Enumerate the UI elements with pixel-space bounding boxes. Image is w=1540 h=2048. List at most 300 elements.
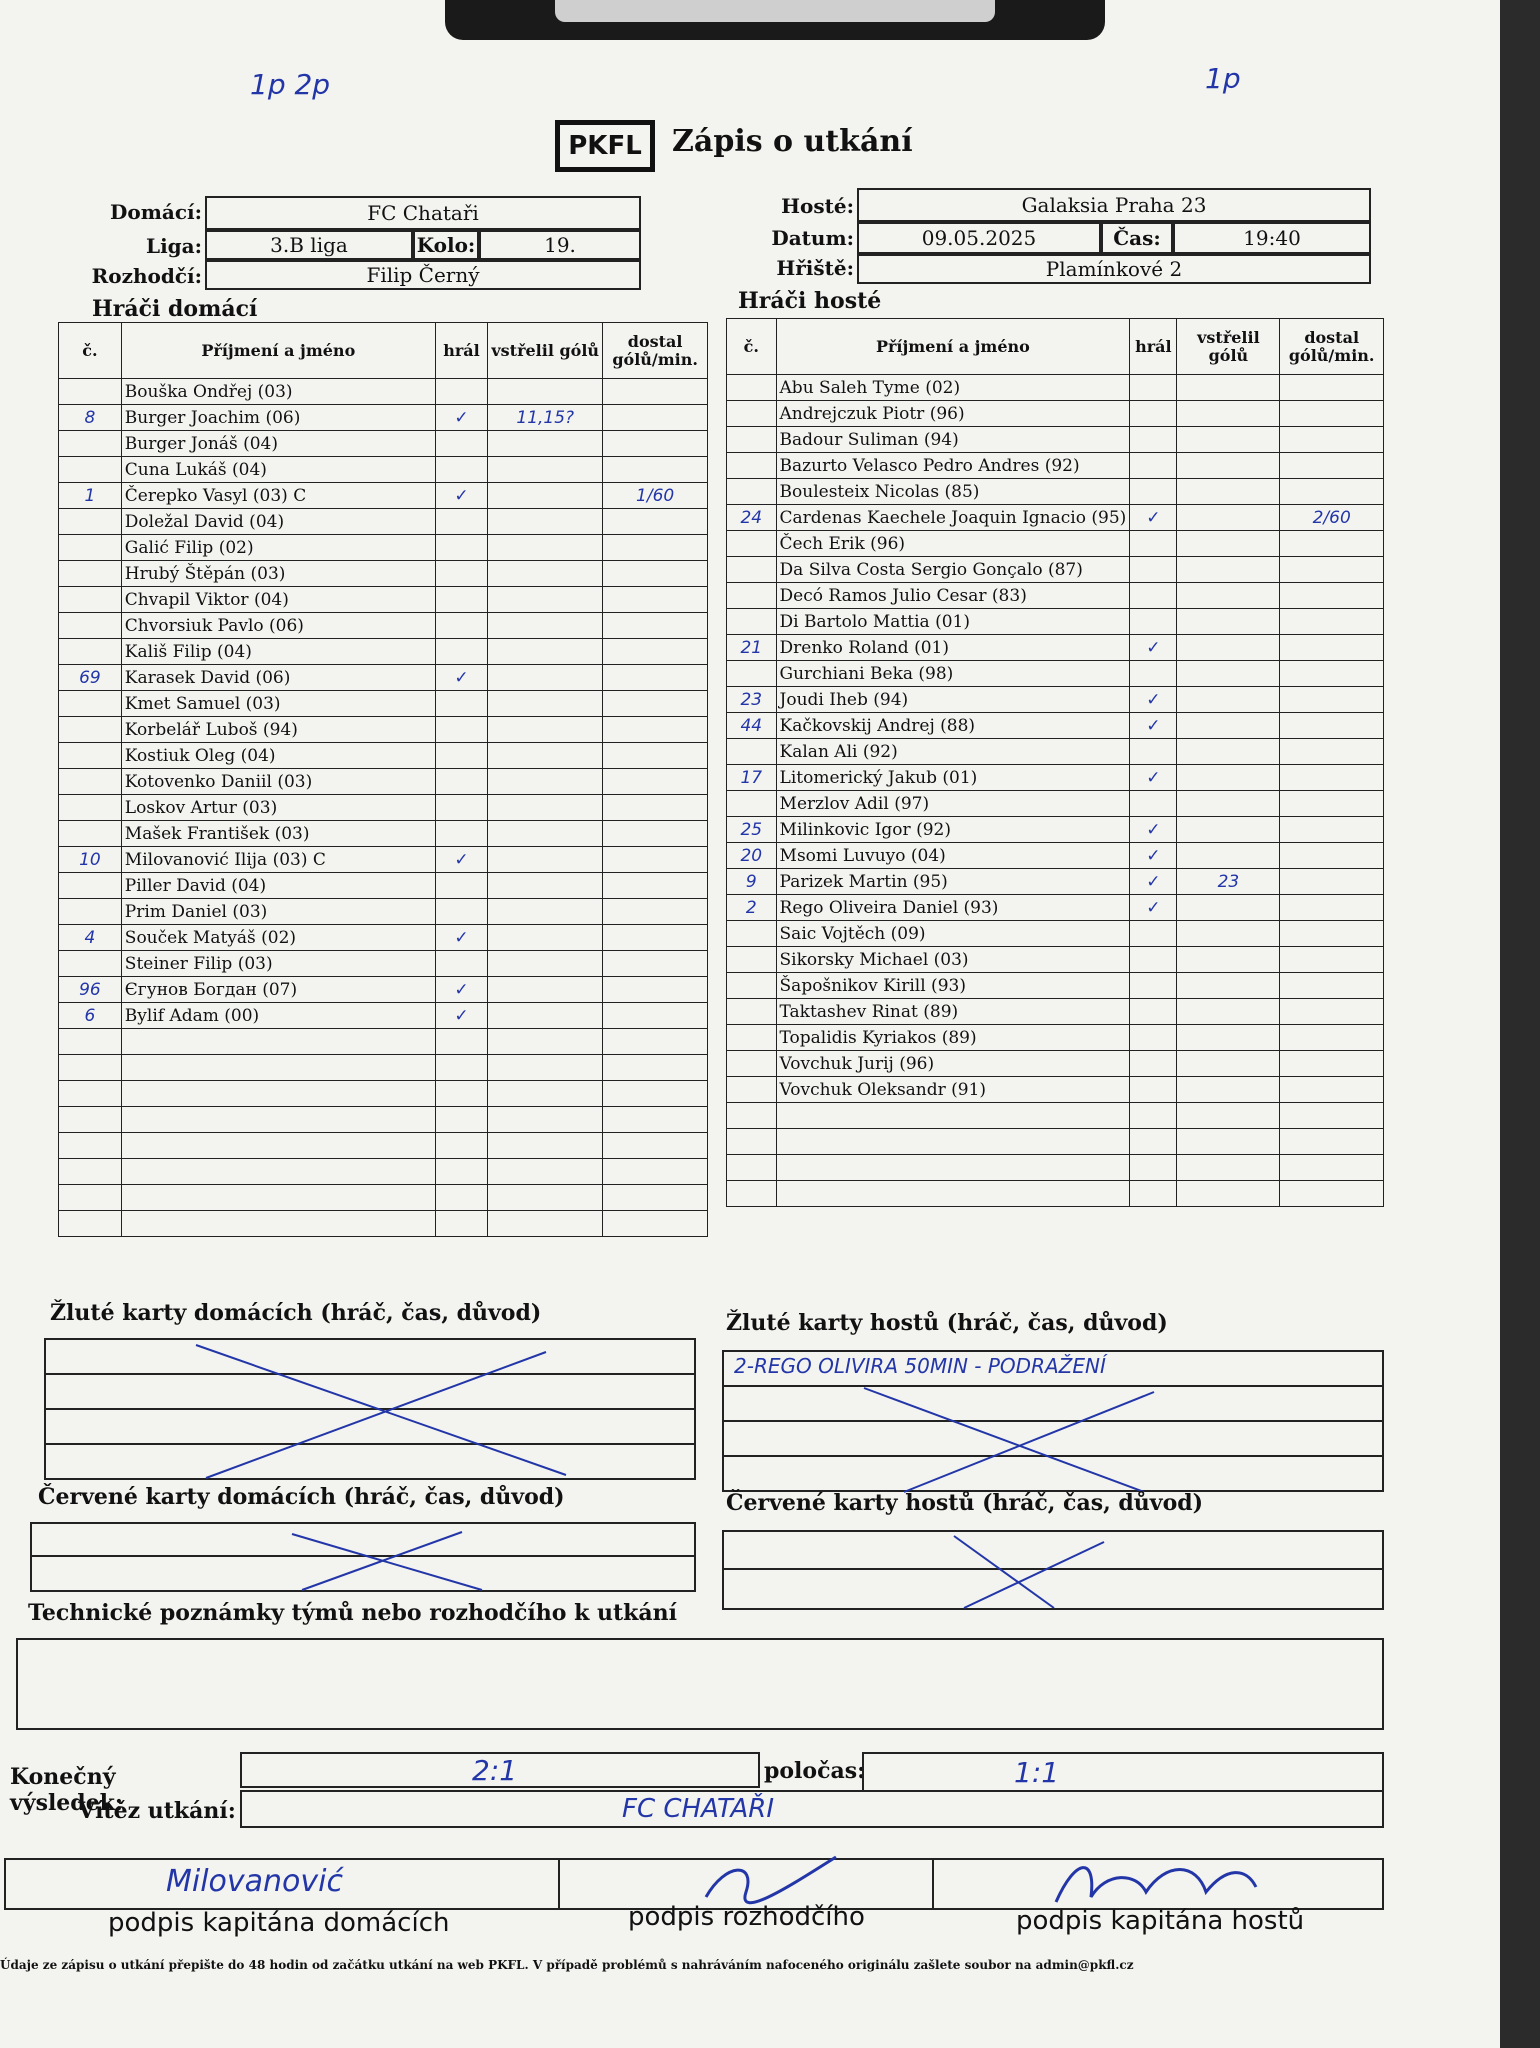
player-name: Burger Jonáš (04)	[121, 431, 435, 457]
col-played-header: hrál	[435, 323, 487, 379]
player-name: Kmet Samuel (03)	[121, 691, 435, 717]
played-mark: ✓	[1130, 505, 1177, 531]
player-number	[59, 795, 122, 821]
player-name: Andrejczuk Piotr (96)	[776, 401, 1130, 427]
player-number	[727, 583, 777, 609]
pitch-field: Plamínkové 2	[857, 254, 1371, 284]
away-captain-caption: podpis kapitána hostů	[1016, 1906, 1305, 1936]
player-row	[727, 531, 1384, 557]
col-scored-header: vstřelil gólů	[1177, 319, 1280, 375]
player-row	[59, 691, 708, 717]
played-mark	[1130, 609, 1177, 635]
player-number: 25	[727, 817, 777, 843]
player-number	[727, 453, 777, 479]
goals-conceded	[1280, 453, 1384, 479]
player-row	[59, 795, 708, 821]
goals-conceded	[603, 561, 708, 587]
player-name: Milinkovic Igor (92)	[776, 817, 1130, 843]
goals-conceded	[1280, 531, 1384, 557]
goals-conceded	[1280, 1155, 1384, 1181]
played-mark	[435, 821, 487, 847]
league-field: 3.B liga	[205, 230, 413, 260]
player-name: Mašek František (03)	[121, 821, 435, 847]
played-mark	[435, 769, 487, 795]
player-name: Kališ Filip (04)	[121, 639, 435, 665]
goals-conceded	[1280, 479, 1384, 505]
goals-scored	[488, 925, 603, 951]
player-row	[727, 921, 1384, 947]
player-name: Galić Filip (02)	[121, 535, 435, 561]
goals-conceded	[603, 1107, 708, 1133]
round-field: 19.	[479, 230, 641, 260]
played-mark	[1130, 661, 1177, 687]
player-name	[776, 1181, 1130, 1207]
played-mark: ✓	[1130, 869, 1177, 895]
player-number	[59, 431, 122, 457]
player-number	[59, 1055, 122, 1081]
goals-conceded	[1280, 583, 1384, 609]
played-mark	[1130, 999, 1177, 1025]
played-mark	[435, 691, 487, 717]
player-name: Kostiuk Oleg (04)	[121, 743, 435, 769]
goals-conceded	[603, 1081, 708, 1107]
halftime-field	[862, 1752, 1384, 1792]
final-result-value: 2:1	[472, 1754, 518, 1787]
goals-scored	[1177, 1051, 1280, 1077]
goals-conceded	[1280, 843, 1384, 869]
player-number: 44	[727, 713, 777, 739]
goals-scored	[1177, 713, 1280, 739]
goals-conceded	[603, 847, 708, 873]
goals-scored	[488, 561, 603, 587]
goals-scored	[488, 1159, 603, 1185]
goals-scored	[488, 431, 603, 457]
goals-scored	[488, 639, 603, 665]
goals-scored	[1177, 401, 1280, 427]
player-row	[727, 1155, 1384, 1181]
player-row	[59, 951, 708, 977]
player-name: Drenko Roland (01)	[776, 635, 1130, 661]
col-no-header: č.	[727, 319, 777, 375]
player-number	[727, 1051, 777, 1077]
player-row	[727, 453, 1384, 479]
player-number	[727, 1155, 777, 1181]
home-yellow-box	[44, 1338, 696, 1480]
player-row	[727, 375, 1384, 401]
player-number: 6	[59, 1003, 122, 1029]
goals-conceded	[1280, 895, 1384, 921]
goals-scored	[488, 1211, 603, 1237]
goals-conceded	[1280, 557, 1384, 583]
player-number	[727, 479, 777, 505]
home-captain-signature: Milovanović	[166, 1864, 343, 1899]
goals-scored	[488, 457, 603, 483]
player-name	[121, 1133, 435, 1159]
player-name	[121, 1185, 435, 1211]
player-number	[59, 769, 122, 795]
player-number: 10	[59, 847, 122, 873]
played-mark	[435, 743, 487, 769]
player-number	[59, 743, 122, 769]
goals-scored	[488, 1029, 603, 1055]
player-row	[727, 999, 1384, 1025]
halftime-label: poločas:	[764, 1758, 866, 1784]
goals-scored	[488, 977, 603, 1003]
goals-conceded	[1280, 661, 1384, 687]
notes-title: Technické poznámky týmů nebo rozhodčího k utkání	[28, 1600, 678, 1626]
away-yellow-entry: 2-REGO OLIVIRA 50MIN - PODRAŽENÍ	[734, 1354, 1106, 1378]
played-mark	[435, 509, 487, 535]
goals-conceded	[1280, 635, 1384, 661]
player-row	[59, 431, 708, 457]
played-mark	[1130, 1129, 1177, 1155]
goals-conceded	[603, 691, 708, 717]
player-number	[727, 531, 777, 557]
goals-conceded	[1280, 1129, 1384, 1155]
goals-conceded	[603, 1159, 708, 1185]
footer-note: Údaje ze zápisu o utkání přepište do 48 hodin od začátku utkání na web PKFL. V případě problémů s nahráváním nafoceného originálu zašlete soubor na admin@pkfl.cz	[0, 1958, 1134, 1972]
away-players-table	[726, 318, 1384, 1207]
player-name: Litomerický Jakub (01)	[776, 765, 1130, 791]
player-name: Vovchuk Jurij (96)	[776, 1051, 1130, 1077]
player-name: Piller David (04)	[121, 873, 435, 899]
goals-conceded	[603, 769, 708, 795]
player-name: Cardenas Kaechele Joaquin Ignacio (95)	[776, 505, 1130, 531]
player-name: Saic Vojtěch (09)	[776, 921, 1130, 947]
player-number	[59, 1081, 122, 1107]
player-name: Abu Saleh Tyme (02)	[776, 375, 1130, 401]
goals-conceded	[1280, 401, 1384, 427]
referee-field: Filip Černý	[205, 260, 641, 290]
player-row	[727, 739, 1384, 765]
goals-conceded: 2/60	[1280, 505, 1384, 531]
goals-scored	[1177, 1103, 1280, 1129]
player-row	[727, 609, 1384, 635]
player-name: Prim Daniel (03)	[121, 899, 435, 925]
player-name: Kotovenko Daniil (03)	[121, 769, 435, 795]
goals-scored	[488, 899, 603, 925]
goals-scored	[1177, 973, 1280, 999]
player-row	[59, 1107, 708, 1133]
player-name: Čech Erik (96)	[776, 531, 1130, 557]
player-name: Milovanović Ilija (03) C	[121, 847, 435, 873]
played-mark	[435, 1081, 487, 1107]
player-row	[727, 869, 1384, 895]
player-row	[59, 1081, 708, 1107]
player-name: Doležal David (04)	[121, 509, 435, 535]
played-mark	[1130, 1103, 1177, 1129]
played-mark	[1130, 791, 1177, 817]
away-yellow-title: Žluté karty hostů (hráč, čas, důvod)	[726, 1310, 1168, 1336]
winner-value: FC CHATAŘI	[622, 1794, 774, 1824]
player-row	[59, 1133, 708, 1159]
goals-conceded	[603, 925, 708, 951]
goals-conceded	[1280, 1051, 1384, 1077]
player-row	[59, 639, 708, 665]
home-team-field: FC Chataři	[205, 196, 641, 230]
player-number	[59, 379, 122, 405]
goals-scored	[1177, 1181, 1280, 1207]
player-row	[727, 505, 1384, 531]
player-number	[727, 1129, 777, 1155]
played-mark: ✓	[435, 1003, 487, 1029]
player-number: 4	[59, 925, 122, 951]
goals-conceded	[603, 379, 708, 405]
player-number	[59, 1159, 122, 1185]
player-row	[727, 661, 1384, 687]
goals-scored	[1177, 1025, 1280, 1051]
played-mark	[435, 613, 487, 639]
played-mark: ✓	[1130, 765, 1177, 791]
player-name	[121, 1055, 435, 1081]
played-mark	[1130, 427, 1177, 453]
time-label: Čas:	[1101, 222, 1173, 254]
player-name: Msomi Luvuyo (04)	[776, 843, 1130, 869]
player-row	[59, 1211, 708, 1237]
player-name: Topalidis Kyriakos (89)	[776, 1025, 1130, 1051]
played-mark	[1130, 401, 1177, 427]
player-row	[59, 899, 708, 925]
played-mark	[435, 1211, 487, 1237]
goals-scored	[1177, 947, 1280, 973]
goals-scored	[1177, 1077, 1280, 1103]
player-row	[59, 1029, 708, 1055]
player-name: Souček Matyáš (02)	[121, 925, 435, 951]
away-red-title: Červené karty hostů (hráč, čas, důvod)	[726, 1490, 1204, 1516]
pkfl-logo: PKFL	[555, 120, 655, 172]
player-name: Rego Oliveira Daniel (93)	[776, 895, 1130, 921]
played-mark	[435, 1159, 487, 1185]
player-number: 20	[727, 843, 777, 869]
played-mark	[435, 587, 487, 613]
goals-scored	[1177, 609, 1280, 635]
goals-conceded	[1280, 999, 1384, 1025]
goals-scored	[1177, 635, 1280, 661]
goals-scored	[488, 483, 603, 509]
player-number	[59, 639, 122, 665]
goals-conceded	[603, 977, 708, 1003]
goals-conceded	[603, 1055, 708, 1081]
played-mark	[435, 951, 487, 977]
goals-conceded	[603, 1133, 708, 1159]
player-row	[59, 509, 708, 535]
player-name: Kalan Ali (92)	[776, 739, 1130, 765]
played-mark	[435, 561, 487, 587]
player-number	[727, 1025, 777, 1051]
player-name: Decó Ramos Julio Cesar (83)	[776, 583, 1130, 609]
player-row	[59, 535, 708, 561]
goals-scored	[488, 717, 603, 743]
player-number: 69	[59, 665, 122, 691]
player-row	[727, 1129, 1384, 1155]
goals-scored	[488, 1185, 603, 1211]
player-row	[59, 743, 708, 769]
goals-scored	[1177, 583, 1280, 609]
player-number	[59, 1029, 122, 1055]
player-row	[727, 895, 1384, 921]
player-row	[59, 1185, 708, 1211]
player-number: 9	[727, 869, 777, 895]
home-red-title: Červené karty domácích (hráč, čas, důvod)	[38, 1484, 565, 1510]
player-name: Kačkovskij Andrej (88)	[776, 713, 1130, 739]
played-mark: ✓	[1130, 843, 1177, 869]
player-number	[727, 557, 777, 583]
player-name	[776, 1129, 1130, 1155]
goals-conceded	[603, 1029, 708, 1055]
home-table-header	[59, 323, 708, 379]
col-name-header: Příjmení a jméno	[776, 319, 1130, 375]
col-played-header: hrál	[1130, 319, 1177, 375]
player-row	[59, 613, 708, 639]
home-red-box	[30, 1522, 696, 1592]
goals-conceded	[1280, 427, 1384, 453]
goals-scored	[488, 535, 603, 561]
strike-out-cross	[724, 1352, 1386, 1494]
divider	[932, 1860, 934, 1910]
goals-conceded	[603, 873, 708, 899]
played-mark: ✓	[435, 925, 487, 951]
goals-scored	[1177, 895, 1280, 921]
player-number: 21	[727, 635, 777, 661]
player-number	[727, 427, 777, 453]
played-mark: ✓	[1130, 687, 1177, 713]
played-mark	[1130, 1025, 1177, 1051]
goals-conceded	[603, 1185, 708, 1211]
pitch-label: Hřiště:	[776, 256, 854, 280]
player-number	[727, 973, 777, 999]
player-row	[59, 925, 708, 951]
player-number: 8	[59, 405, 122, 431]
player-row	[59, 821, 708, 847]
played-mark	[1130, 1051, 1177, 1077]
player-row	[727, 635, 1384, 661]
player-number	[727, 1103, 777, 1129]
goals-conceded	[1280, 609, 1384, 635]
round-label: Kolo:	[413, 230, 479, 260]
goals-scored	[488, 691, 603, 717]
player-row	[727, 817, 1384, 843]
goals-conceded	[603, 717, 708, 743]
player-row	[59, 847, 708, 873]
player-name	[121, 1159, 435, 1185]
player-number	[727, 739, 777, 765]
played-mark: ✓	[435, 977, 487, 1003]
player-number	[727, 1181, 777, 1207]
goals-conceded: 1/60	[603, 483, 708, 509]
date-label: Datum:	[771, 226, 854, 250]
player-number	[59, 613, 122, 639]
played-mark	[435, 717, 487, 743]
player-name	[121, 1107, 435, 1133]
goals-scored	[1177, 1155, 1280, 1181]
goals-conceded	[1280, 817, 1384, 843]
played-mark	[1130, 947, 1177, 973]
player-number	[59, 951, 122, 977]
goals-scored	[1177, 505, 1280, 531]
player-row	[727, 1103, 1384, 1129]
played-mark: ✓	[435, 483, 487, 509]
guests-label: Hosté:	[781, 194, 854, 218]
goals-conceded	[603, 509, 708, 535]
goals-conceded	[1280, 765, 1384, 791]
player-name: Taktashev Rinat (89)	[776, 999, 1130, 1025]
final-result-label: Konečný výsledek:	[10, 1764, 124, 1816]
player-number	[59, 587, 122, 613]
goals-conceded	[603, 587, 708, 613]
player-row	[727, 843, 1384, 869]
played-mark	[435, 899, 487, 925]
player-name	[776, 1155, 1130, 1181]
player-row	[59, 717, 708, 743]
goals-conceded	[603, 821, 708, 847]
player-name: Hrubý Štěpán (03)	[121, 561, 435, 587]
played-mark: ✓	[1130, 895, 1177, 921]
player-row	[727, 791, 1384, 817]
played-mark: ✓	[435, 847, 487, 873]
played-mark	[435, 873, 487, 899]
goals-scored	[488, 1003, 603, 1029]
goals-scored	[1177, 661, 1280, 687]
played-mark	[1130, 479, 1177, 505]
goals-conceded	[1280, 973, 1384, 999]
player-number	[59, 535, 122, 561]
played-mark	[435, 431, 487, 457]
goals-scored	[488, 743, 603, 769]
goals-conceded	[1280, 1025, 1384, 1051]
player-row	[727, 973, 1384, 999]
goals-conceded	[603, 743, 708, 769]
player-name: Karasek David (06)	[121, 665, 435, 691]
player-number	[59, 561, 122, 587]
goals-scored	[1177, 531, 1280, 557]
player-name: Merzlov Adil (97)	[776, 791, 1130, 817]
player-row	[727, 479, 1384, 505]
goals-conceded	[603, 951, 708, 977]
player-name: Badour Suliman (94)	[776, 427, 1130, 453]
played-mark: ✓	[1130, 713, 1177, 739]
player-number	[59, 717, 122, 743]
goals-scored	[488, 1133, 603, 1159]
goals-conceded	[1280, 947, 1384, 973]
goals-scored	[488, 821, 603, 847]
player-row	[727, 557, 1384, 583]
player-name: Bylif Adam (00)	[121, 1003, 435, 1029]
goals-scored	[488, 509, 603, 535]
player-row	[59, 665, 708, 691]
goals-scored	[1177, 375, 1280, 401]
played-mark: ✓	[435, 405, 487, 431]
player-name	[121, 1081, 435, 1107]
goals-conceded	[603, 639, 708, 665]
home-players-title: Hráči domácí	[92, 296, 258, 322]
col-no-header: č.	[59, 323, 122, 379]
played-mark	[1130, 1155, 1177, 1181]
home-players-table	[58, 322, 708, 1237]
played-mark	[435, 1133, 487, 1159]
goals-conceded	[603, 899, 708, 925]
goals-scored	[1177, 687, 1280, 713]
player-name: Chvapil Viktor (04)	[121, 587, 435, 613]
player-number	[727, 947, 777, 973]
away-captain-signature	[1046, 1852, 1266, 1912]
played-mark: ✓	[435, 665, 487, 691]
goals-scored	[1177, 765, 1280, 791]
goals-conceded	[1280, 687, 1384, 713]
player-number	[59, 821, 122, 847]
player-number	[59, 873, 122, 899]
played-mark	[1130, 557, 1177, 583]
goals-conceded	[603, 535, 708, 561]
